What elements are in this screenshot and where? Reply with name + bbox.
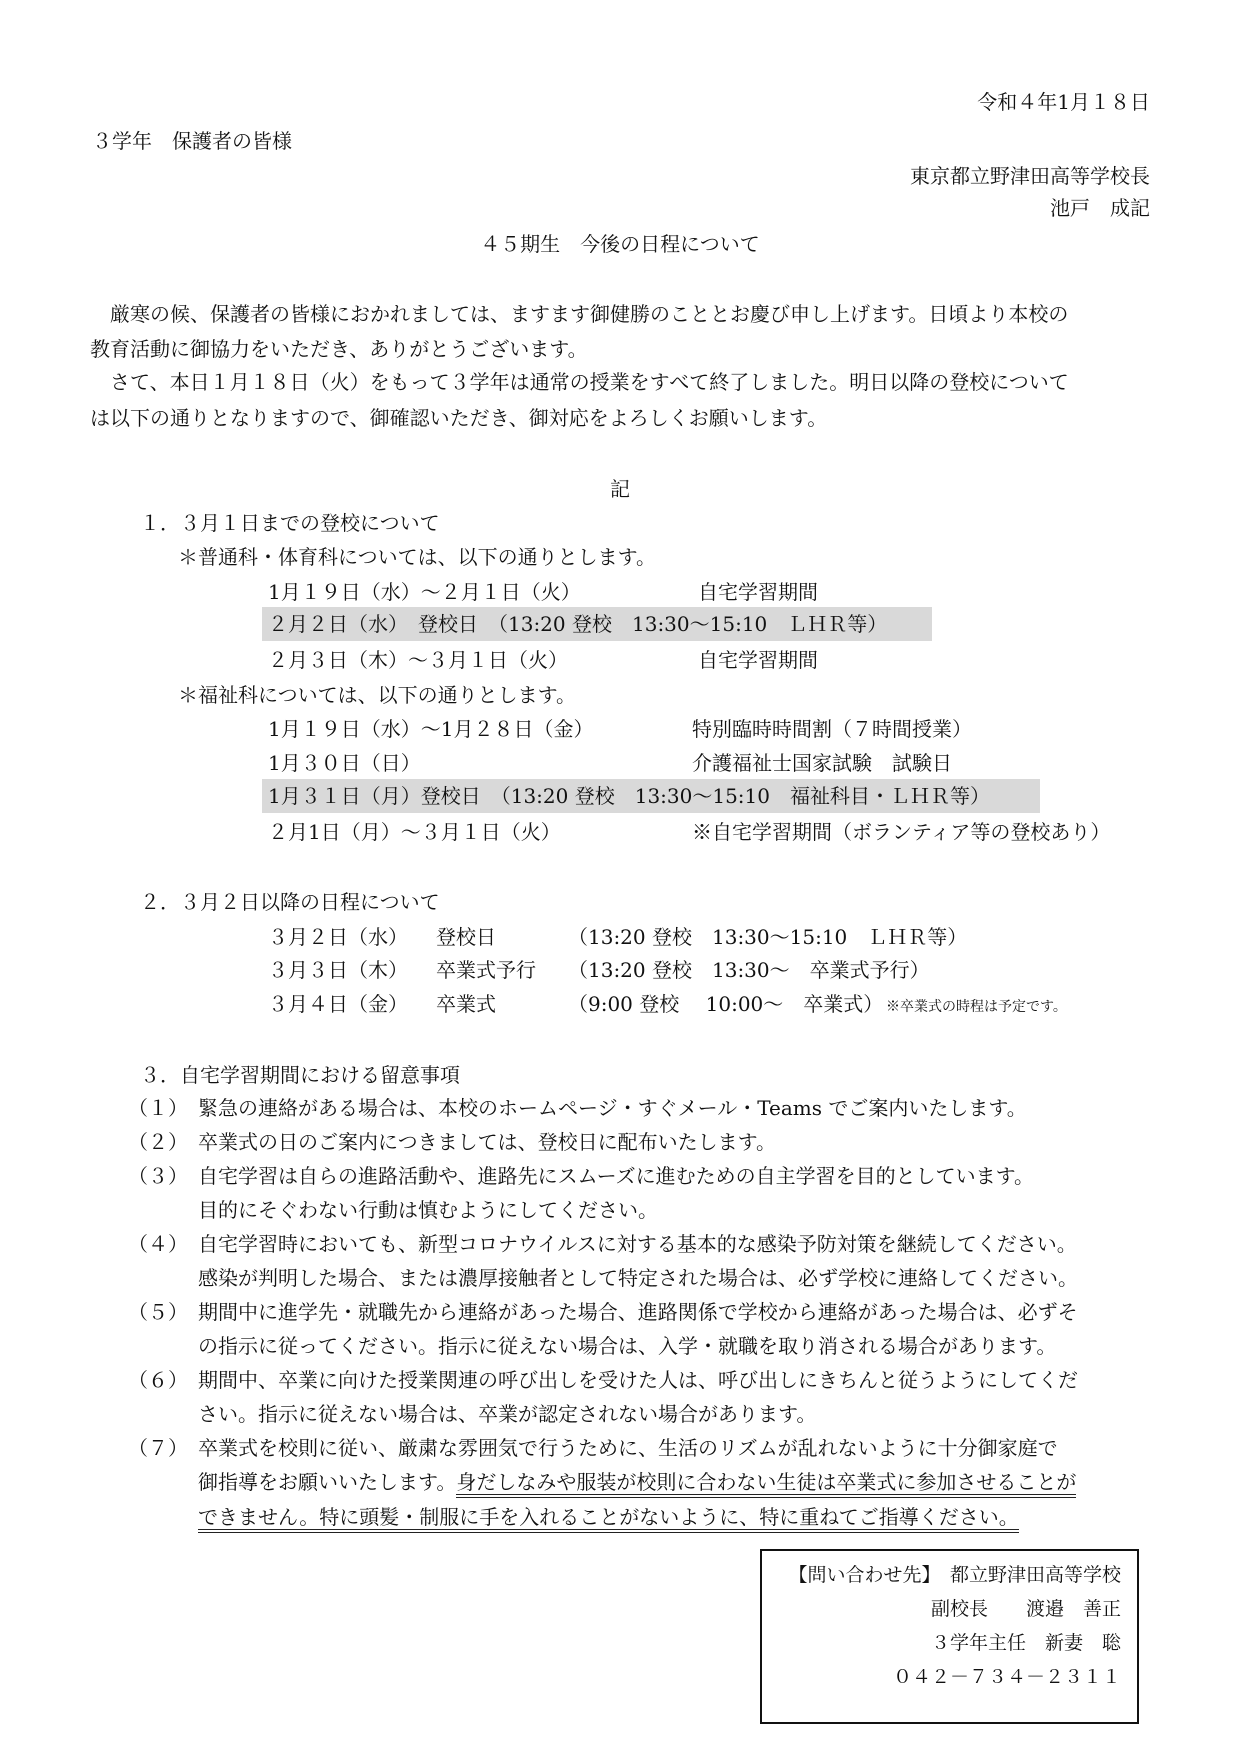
note-1-text: 緊急の連絡がある場合は、本校のホームページ・すぐメール・Teams でご案内いたします。 [198, 1096, 1027, 1120]
note-5-text-line-1: 期間中に進学先・就職先から連絡があった場合、進路関係で学校から連絡があった場合は、必ずそ [198, 1300, 1078, 1324]
schedule-row-3-detail: （9:00 登校 10:00～ 卒業式） [568, 992, 884, 1016]
note-7-text-line-2-plain: 御指導をお願いいたします。 [198, 1470, 457, 1494]
contact-label: 【問い合わせ先】 [788, 1564, 931, 1586]
contact-phone: ０４２－７３４－２３１１ [892, 1666, 1121, 1688]
note-1-number: （１） [128, 1096, 188, 1120]
contact-box [760, 1549, 1139, 1724]
schedule-row-1-detail: （13:20 登校 13:30～15:10 ＬＨＲ等） [568, 925, 968, 949]
welfare-row-1-desc: 特別臨時時間割（７時間授業） [692, 717, 972, 741]
contact-grade-chief: ３学年主任 新妻 聡 [930, 1632, 1121, 1654]
contact-label-line [788, 1561, 1121, 1589]
section-3-heading: ３．自宅学習期間における留意事項 [140, 1063, 460, 1087]
schedule-row-3-date: ３月４日（金） [268, 992, 408, 1016]
general-row-3-date: ２月３日（木）～３月１日（火） [268, 648, 568, 672]
intro-paragraph-2-line-2: は以下の通りとなりますので、御確認いただき、御対応をよろしくお願いします。 [90, 406, 828, 430]
intro-paragraph-2-line-1: さて、本日１月１８日（火）をもって３学年は通常の授業をすべて終了しました。明日以降の登校について [110, 370, 1069, 394]
welfare-row-2-desc: 介護福祉士国家試験 試験日 [692, 751, 952, 775]
schedule-row-2-detail: （13:20 登校 13:30～ 卒業式予行） [568, 958, 930, 982]
section-1-heading: １．３月１日までの登校について [140, 511, 440, 535]
general-row-1-date: 1月１９日（水）～２月１日（火） [268, 580, 581, 604]
note-7-number: （７） [128, 1436, 188, 1460]
general-course-heading: ＊普通科・体育科については、以下の通りとします。 [178, 545, 656, 569]
intro-paragraph-1-line-2: 教育活動に御協力をいただき、ありがとうございます。 [90, 337, 588, 361]
document-date: 令和４年1月１８日 [977, 90, 1150, 114]
contact-vice-principal: 副校長 渡邉 善正 [930, 1598, 1121, 1620]
ki-heading: 記 [610, 477, 630, 501]
general-row-1-desc: 自宅学習期間 [698, 580, 818, 604]
welfare-row-2-date: 1月３０日（日） [268, 751, 421, 775]
sender-school: 東京都立野津田高等学校長 [910, 164, 1150, 188]
note-4-number: （４） [128, 1232, 188, 1256]
sender-name: 池戸 成記 [1050, 196, 1150, 220]
welfare-row-4-date: ２月1日（月）～３月１日（火） [268, 820, 561, 844]
note-7-text-line-2 [198, 1467, 1076, 1497]
note-6-text-line-1: 期間中、卒業に向けた授業関連の呼び出しを受けた人は、呼び出しにきちんと従うようにしてくだ [198, 1368, 1078, 1392]
schedule-row-1-event: 登校日 [436, 925, 496, 949]
schedule-row-2-date: ３月３日（木） [268, 958, 408, 982]
welfare-row-1-date: 1月１９日（水）～1月２８日（金） [268, 717, 594, 741]
intro-paragraph-1-line-1: 厳寒の候、保護者の皆様におかれましては、ますます御健勝のこととお慶び申し上げます。日頃より本校の [110, 302, 1069, 326]
note-4-text-line-1: 自宅学習時においても、新型コロナウイルスに対する基本的な感染予防対策を継続してください。 [198, 1232, 1077, 1256]
note-7-emphasis-part-2: できません。特に頭髪・制服に手を入れることがないように、特に重ねてご指導ください。 [198, 1505, 1019, 1533]
note-6-text-line-2: さい。指示に従えない場合は、卒業が認定されない場合があります。 [198, 1402, 817, 1426]
welfare-course-heading: ＊福祉科については、以下の通りとします。 [178, 683, 576, 707]
note-3-number: （３） [128, 1164, 188, 1188]
note-2-number: （２） [128, 1130, 188, 1154]
note-5-number: （５） [128, 1300, 188, 1324]
welfare-row-4-desc: ※自宅学習期間（ボランティア等の登校あり） [692, 820, 1111, 844]
note-7-emphasis-part-1: 身だしなみや服装が校則に合わない生徒は卒業式に参加させることが [456, 1470, 1076, 1498]
schedule-row-3-event: 卒業式 [436, 992, 496, 1016]
welfare-row-3-highlight: 1月３１日（月）登校日 （13:20 登校 13:30～15:10 福祉科目・ＬＨＲ等） [262, 779, 1040, 813]
note-7-text-line-3 [198, 1502, 1019, 1532]
note-4-text-line-2: 感染が判明した場合、または濃厚接触者として特定された場合は、必ず学校に連絡してください。 [198, 1266, 1078, 1290]
note-2-text: 卒業式の日のご案内につきましては、登校日に配布いたします。 [198, 1130, 776, 1154]
contact-school: 都立野津田高等学校 [949, 1564, 1121, 1586]
general-row-2-highlight: ２月２日（水） 登校日 （13:20 登校 13:30～15:10 ＬＨＲ等） [262, 607, 932, 641]
note-3-text-line-2: 目的にそぐわない行動は慎むようにしてください。 [198, 1198, 658, 1222]
note-3-text-line-1: 自宅学習は自らの進路活動や、進路先にスムーズに進むための自主学習を目的としています。 [198, 1164, 1034, 1188]
note-6-number: （６） [128, 1368, 188, 1392]
note-5-text-line-2: の指示に従ってください。指示に従えない場合は、入学・就職を取り消される場合があります。 [198, 1334, 1057, 1358]
section-2-heading: ２．３月２日以降の日程について [140, 890, 440, 914]
note-7-text-line-1: 卒業式を校則に従い、厳粛な雰囲気で行うために、生活のリズムが乱れないように十分御家庭で [198, 1436, 1058, 1460]
recipient: ３学年 保護者の皆様 [92, 129, 292, 153]
schedule-row-1-date: ３月２日（水） [268, 925, 408, 949]
general-row-3-desc: 自宅学習期間 [698, 648, 818, 672]
schedule-row-2-event: 卒業式予行 [436, 958, 536, 982]
document-title: ４５期生 今後の日程について [480, 232, 760, 256]
schedule-note: ※卒業式の時程は予定です。 [886, 999, 1067, 1015]
